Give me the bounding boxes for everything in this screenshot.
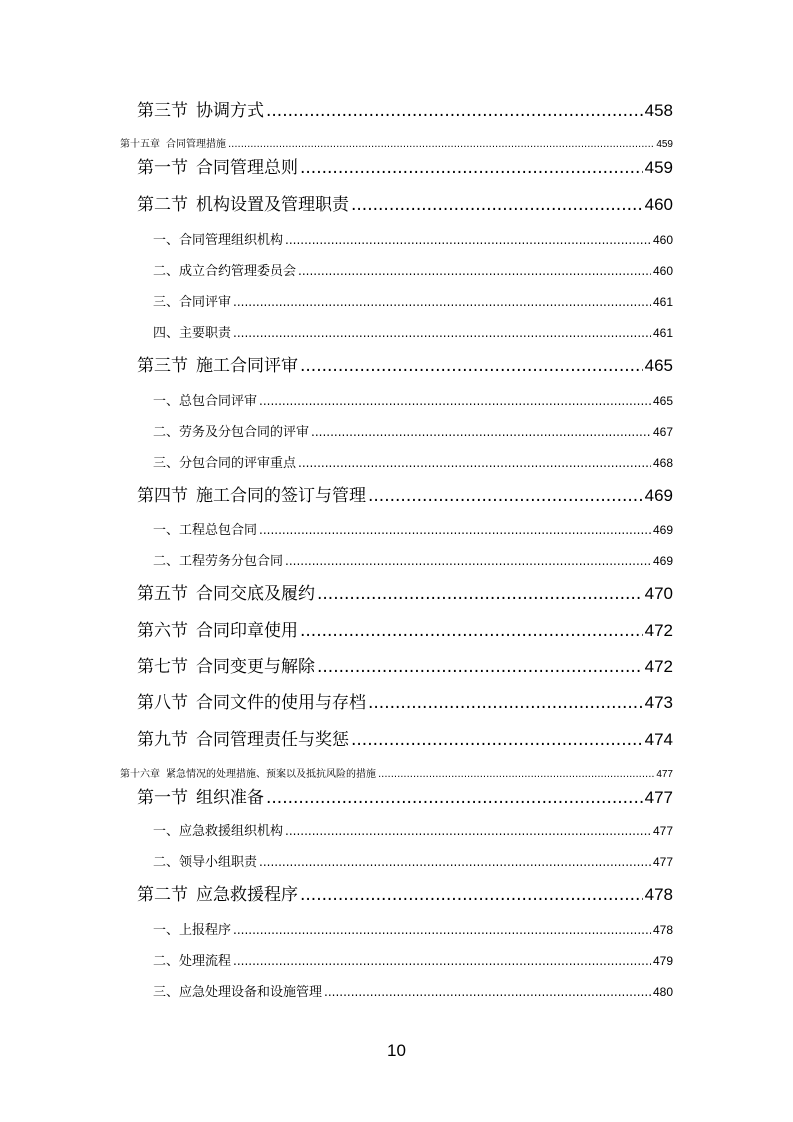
toc-entry-number: 第二节 (137, 885, 188, 905)
toc-entry-label: 合同管理责任与奖惩 (196, 730, 349, 750)
toc-entry-label: 三、应急处理设备和设施管理 (153, 985, 323, 1000)
toc-entry-number: 第五节 (137, 584, 188, 604)
dot-leader (300, 158, 643, 178)
toc-entry-label: 紧急情况的处理措施、预案以及抵抗风险的措施 (166, 769, 376, 780)
toc-entry-title (137, 652, 315, 677)
dot-leader (285, 233, 651, 247)
toc-section-entry[interactable] (137, 783, 673, 807)
toc-item-entry[interactable] (153, 919, 673, 937)
toc-entry-title (137, 96, 264, 121)
toc-entry-number: 第十五章 (120, 139, 160, 150)
toc-entry-title (137, 153, 298, 178)
toc-entry-page: 458 (644, 101, 673, 120)
toc-item-entry[interactable] (153, 421, 673, 439)
toc-entry-label: 机构设置及管理职责 (196, 195, 349, 215)
toc-entry-page: 460 (652, 264, 673, 278)
dot-leader (298, 264, 651, 278)
toc-entry-page: 460 (644, 195, 673, 214)
dot-leader (317, 584, 643, 604)
toc-entry-label: 施工合同评审 (196, 356, 298, 376)
toc-entry-number: 第一节 (137, 158, 188, 178)
toc-entry-label: 二、领导小组职责 (153, 855, 258, 870)
dot-leader (311, 425, 651, 439)
toc-entry-label: 合同印章使用 (196, 621, 298, 641)
toc-entry-label: 二、处理流程 (153, 954, 232, 969)
toc-section-entry[interactable] (137, 725, 673, 749)
toc-entry-title (153, 291, 231, 310)
toc-item-entry[interactable] (153, 291, 673, 309)
toc-entry-label: 合同变更与解除 (196, 657, 315, 677)
toc-entry-label: 施工合同的签订与管理 (196, 486, 366, 506)
toc-entry-page: 477 (656, 769, 673, 780)
toc-entry-page: 477 (644, 788, 673, 807)
toc-entry-page: 469 (652, 523, 673, 537)
toc-section-entry[interactable] (137, 688, 673, 712)
toc-entry-page: 474 (644, 730, 673, 749)
dot-leader (300, 885, 643, 905)
toc-entry-page: 478 (644, 885, 673, 904)
toc-entry-label: 协调方式 (196, 101, 264, 121)
toc-entry-page: 469 (652, 554, 673, 568)
toc-entry-page: 477 (652, 824, 673, 838)
toc-entry-page: 461 (652, 326, 673, 340)
dot-leader (324, 985, 651, 999)
toc-entry-page: 478 (652, 923, 673, 937)
toc-section-entry[interactable] (137, 652, 673, 676)
toc-entry-label: 合同管理措施 (166, 139, 226, 150)
toc-entry-page: 465 (644, 356, 673, 375)
toc-entry-label: 二、工程劳务分包合同 (153, 554, 284, 569)
toc-item-entry[interactable] (153, 981, 673, 999)
toc-entry-label: 一、合同管理组织机构 (153, 233, 284, 248)
toc-entry-title (153, 421, 309, 440)
toc-item-entry[interactable] (153, 452, 673, 470)
toc-entry-title (137, 616, 298, 641)
toc-entry-page: 459 (644, 158, 673, 177)
dot-leader (285, 554, 651, 568)
toc-entry-label: 一、工程总包合同 (153, 523, 258, 538)
toc-entry-label: 合同管理总则 (196, 158, 298, 178)
toc-entry-title (137, 190, 349, 215)
toc-item-entry[interactable] (153, 820, 673, 838)
toc-entry-title (153, 519, 257, 538)
toc-entry-page: 460 (652, 233, 673, 247)
toc-entry-page: 470 (644, 584, 673, 603)
toc-entry-number: 第一节 (137, 788, 188, 808)
dot-leader (378, 769, 654, 780)
toc-entry-page: 477 (652, 855, 673, 869)
toc-entry-title (120, 765, 376, 780)
toc-entry-number: 第六节 (137, 621, 188, 641)
toc-entry-label: 二、成立合约管理委员会 (153, 264, 297, 279)
toc-entry-title (137, 725, 349, 750)
toc-entry-title (153, 390, 257, 409)
toc-item-entry[interactable] (153, 519, 673, 537)
toc-entry-number: 第九节 (137, 730, 188, 750)
dot-leader (233, 326, 651, 340)
toc-entry-title (137, 351, 298, 376)
toc-section-entry[interactable] (137, 153, 673, 177)
toc-entry-label: 一、总包合同评审 (153, 394, 258, 409)
toc-entry-title (137, 783, 264, 808)
dot-leader (368, 693, 643, 713)
toc-entry-number: 第四节 (137, 486, 188, 506)
dot-leader (266, 788, 643, 808)
dot-leader (300, 621, 643, 641)
toc-entry-number: 第十六章 (120, 769, 160, 780)
toc-entry-title (153, 229, 283, 248)
toc-item-entry[interactable] (153, 229, 673, 247)
toc-section-entry[interactable] (137, 880, 673, 904)
dot-leader (300, 356, 643, 376)
toc-entry-title (153, 851, 257, 870)
toc-entry-page: 467 (652, 425, 673, 439)
dot-leader (298, 456, 651, 470)
dot-leader (259, 523, 651, 537)
dot-leader (233, 954, 651, 968)
toc-item-entry[interactable] (153, 950, 673, 968)
toc-item-entry[interactable] (153, 550, 673, 568)
dot-leader (285, 824, 651, 838)
toc-entry-page: 465 (652, 394, 673, 408)
toc-entry-title (137, 880, 298, 905)
toc-entry-label: 一、上报程序 (153, 923, 232, 938)
toc-entry-label: 一、应急救援组织机构 (153, 824, 284, 839)
dot-leader (351, 195, 643, 215)
toc-entry-title (137, 688, 366, 713)
toc-section-entry[interactable] (137, 96, 673, 120)
toc-entry-number: 第三节 (137, 101, 188, 121)
toc-entry-label: 三、合同评审 (153, 295, 232, 310)
toc-entry-label: 三、分包合同的评审重点 (153, 456, 297, 471)
toc-section-entry[interactable] (137, 579, 673, 603)
toc-entry-title (153, 452, 296, 471)
toc-entry-label: 组织准备 (196, 788, 264, 808)
toc-entry-title (153, 919, 231, 938)
dot-leader (266, 101, 643, 121)
toc-section-entry[interactable] (137, 351, 673, 375)
toc-entry-title (153, 550, 283, 569)
toc-section-entry[interactable] (137, 481, 673, 505)
toc-item-entry[interactable] (153, 851, 673, 869)
toc-entry-title (153, 820, 283, 839)
dot-leader (351, 730, 643, 750)
toc-entry-title (120, 135, 226, 150)
dot-leader (233, 295, 651, 309)
toc-entry-label: 应急救援程序 (196, 885, 298, 905)
toc-section-entry[interactable] (137, 616, 673, 640)
toc-entry-label: 二、劳务及分包合同的评审 (153, 425, 310, 440)
toc-entry-title (153, 260, 296, 279)
dot-leader (233, 923, 651, 937)
toc-item-entry[interactable] (153, 322, 673, 340)
toc-entry-label: 四、主要职责 (153, 326, 232, 341)
toc-entry-page: 473 (644, 693, 673, 712)
toc-entry-title (137, 481, 366, 506)
dot-leader (317, 657, 643, 677)
toc-entry-label: 合同交底及履约 (196, 584, 315, 604)
toc-entry-page: 472 (644, 657, 673, 676)
dot-leader (368, 486, 643, 506)
toc-entry-label: 合同文件的使用与存档 (196, 693, 366, 713)
dot-leader (228, 139, 654, 150)
toc-entry-page: 472 (644, 621, 673, 640)
toc-entry-title (137, 579, 315, 604)
page-number: 10 (387, 1041, 406, 1060)
toc-section-entry[interactable] (137, 190, 673, 214)
toc-entry-page: 469 (644, 486, 673, 505)
toc-entry-page: 461 (652, 295, 673, 309)
toc-entry-number: 第三节 (137, 356, 188, 376)
toc-entry-page: 459 (656, 139, 673, 150)
toc-entry-number: 第二节 (137, 195, 188, 215)
toc-entry-title (153, 981, 322, 1000)
toc-entry-page: 480 (652, 985, 673, 999)
toc-entry-number: 第七节 (137, 657, 188, 677)
toc-item-entry[interactable] (153, 260, 673, 278)
toc-entry-page: 468 (652, 456, 673, 470)
toc-chapter-entry[interactable] (120, 765, 673, 779)
toc-entry-title (153, 322, 231, 341)
toc-entry-number: 第八节 (137, 693, 188, 713)
dot-leader (259, 855, 651, 869)
toc-entry-page: 479 (652, 954, 673, 968)
toc-entry-title (153, 950, 231, 969)
toc-item-entry[interactable] (153, 390, 673, 408)
dot-leader (259, 394, 651, 408)
toc-chapter-entry[interactable] (120, 135, 673, 149)
